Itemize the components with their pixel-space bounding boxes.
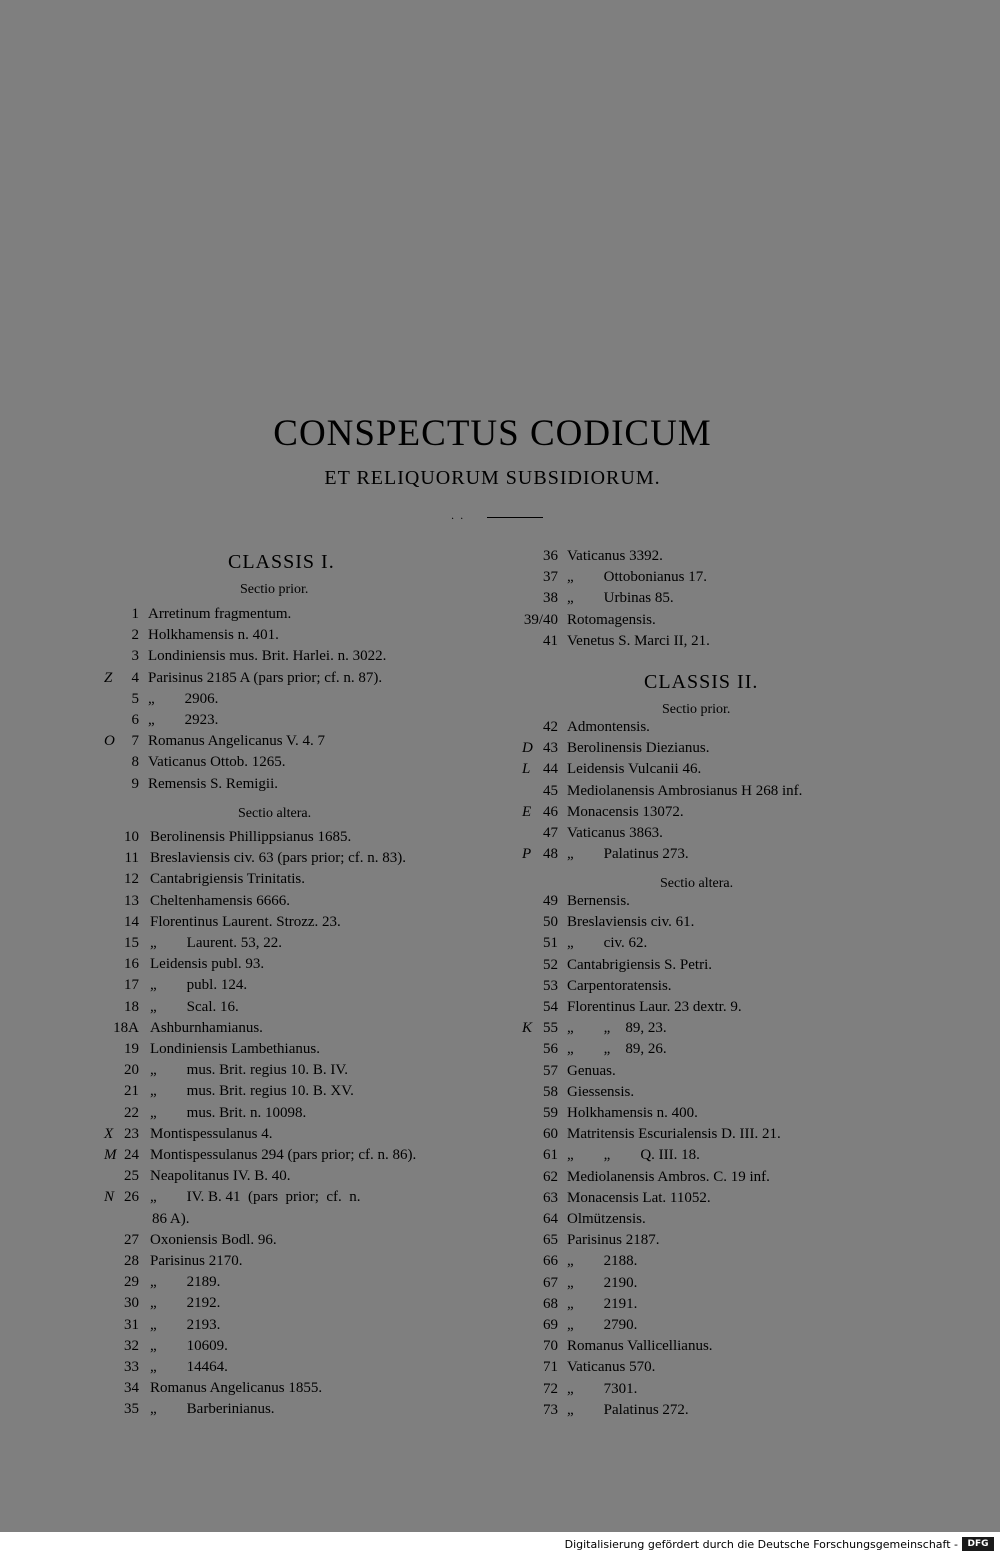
- codex-entry: [500, 1315, 990, 1336]
- entry-number: 60: [543, 1126, 558, 1143]
- entry-text: Monacensis Lat. 11052.: [567, 1189, 711, 1206]
- codex-entry: [0, 1230, 490, 1251]
- entry-text: Breslaviensis civ. 63 (pars prior; cf. n. 83).: [150, 850, 407, 867]
- codex-entry: [500, 1400, 990, 1421]
- codex-entry: [0, 869, 490, 890]
- codex-entry: [500, 1103, 990, 1124]
- codex-entry: [500, 1251, 990, 1272]
- codex-entry: [500, 738, 990, 759]
- title-rule: [487, 517, 543, 518]
- entry-text: „ 2192.: [150, 1295, 221, 1312]
- codex-entry: [0, 1060, 490, 1081]
- entry-number: 27: [124, 1231, 139, 1248]
- classis-2-sectio-altera: Sectio altera.: [660, 876, 734, 891]
- entry-number: 53: [543, 977, 558, 994]
- classis-1-sectio-altera: Sectio altera.: [238, 806, 312, 821]
- entry-number: 46: [543, 803, 558, 820]
- entry-number: 29: [124, 1274, 139, 1291]
- entry-number: 68: [543, 1295, 558, 1312]
- entry-number: 25: [124, 1168, 139, 1185]
- codex-entry: [500, 588, 990, 609]
- codex-entry: [500, 802, 990, 823]
- codex-entry: [500, 933, 990, 954]
- page-title: CONSPECTUS CODICUM: [273, 413, 712, 454]
- codex-entry: [0, 774, 490, 795]
- entry-number: 50: [543, 914, 558, 931]
- codex-entry: [500, 1336, 990, 1357]
- entry-number: 49: [543, 893, 558, 909]
- entry-number: 32: [124, 1337, 139, 1354]
- codex-entry: [500, 1379, 990, 1400]
- entry-number: 9: [131, 775, 139, 792]
- codex-entry: [500, 823, 990, 844]
- entry-text: „ 2188.: [567, 1253, 638, 1270]
- entry-text: „ 2191.: [567, 1295, 638, 1312]
- entry-number: 8: [131, 754, 139, 771]
- entry-number: 56: [543, 1041, 558, 1058]
- entry-text: Parisinus 2187.: [567, 1232, 660, 1249]
- codex-entry: [0, 933, 490, 954]
- entry-siglum: P: [522, 846, 532, 863]
- entry-text: Carpentoratensis.: [567, 977, 672, 994]
- codex-entry: [0, 1293, 490, 1314]
- entry-number: 23: [124, 1125, 139, 1142]
- codex-entry: [0, 625, 490, 646]
- codex-entry: [0, 752, 490, 773]
- entry-number: 64: [543, 1211, 558, 1227]
- entry-number: 71: [543, 1359, 558, 1376]
- codex-entry: [0, 1103, 490, 1124]
- entry-text: Londiniensis Lambethianus.: [150, 1041, 320, 1057]
- codex-entry: [0, 827, 490, 848]
- entry-number: 24: [124, 1147, 139, 1163]
- entry-text: Holkhamensis n. 401.: [148, 627, 279, 644]
- entry-number: 20: [124, 1062, 139, 1079]
- entry-text: Vaticanus 570.: [567, 1359, 656, 1376]
- entry-text: „ „ Q. III. 18.: [567, 1147, 700, 1164]
- dfg-logo-icon: DFG: [962, 1537, 994, 1551]
- entry-number: 43: [543, 740, 558, 757]
- entry-siglum: O: [104, 733, 115, 750]
- codex-entry: [500, 1039, 990, 1060]
- codex-entry: [0, 1081, 490, 1102]
- entry-text: Monacensis 13072.: [567, 803, 684, 820]
- entry-number: 36: [543, 548, 558, 564]
- entry-number: 12: [124, 871, 139, 888]
- codex-entry: [0, 1187, 490, 1208]
- entry-text: Arretinum fragmentum.: [148, 606, 292, 622]
- entry-text: Oxoniensis Bodl. 96.: [150, 1231, 277, 1248]
- classis-1-sectio-prior: Sectio prior.: [240, 582, 309, 597]
- codex-entry: [0, 1039, 490, 1060]
- entry-text: Giessensis.: [567, 1083, 635, 1100]
- codex-entry: [500, 610, 990, 631]
- entry-number: 57: [543, 1062, 558, 1079]
- entry-number: 66: [543, 1253, 558, 1270]
- classis-2-heading: CLASSIS II.: [644, 671, 759, 693]
- entry-text: Florentinus Laurent. Strozz. 23.: [150, 913, 341, 930]
- entry-number: 58: [543, 1083, 558, 1100]
- entry-text: „ publ. 124.: [150, 977, 248, 994]
- codex-entry: [0, 1378, 490, 1399]
- codex-entry: [0, 1251, 490, 1272]
- codex-entry: [500, 1167, 990, 1188]
- entry-number: 17: [124, 977, 139, 994]
- codex-entry: [500, 1188, 990, 1209]
- entry-number: 18A: [113, 1019, 139, 1036]
- entry-text: Montispessulanus 4.: [150, 1125, 273, 1142]
- entry-text: Romanus Vallicellianus.: [567, 1338, 713, 1355]
- codex-entry: [0, 1145, 490, 1166]
- codex-entry: [0, 646, 490, 667]
- entry-siglum: E: [522, 803, 532, 820]
- codex-entry: [500, 546, 990, 567]
- entry-number: 15: [124, 935, 139, 951]
- entry-text: „ 7301.: [567, 1380, 638, 1397]
- entry-text: Parisinus 2170.: [150, 1253, 243, 1269]
- entry-text: 86 A).: [152, 1210, 190, 1227]
- codex-entry: [500, 1357, 990, 1378]
- entry-number: 72: [543, 1380, 558, 1397]
- entry-text: „ Palatinus 273.: [567, 846, 689, 863]
- codex-entry: [0, 1124, 490, 1145]
- entry-number: 19: [124, 1041, 139, 1057]
- entry-number: 69: [543, 1317, 558, 1333]
- codex-entry: [0, 912, 490, 933]
- entry-number: 73: [543, 1401, 558, 1418]
- entry-text: „ 2189.: [150, 1274, 221, 1291]
- entry-text: Parisinus 2185 A (pars prior; cf. n. 87).: [148, 669, 383, 686]
- entry-text: Cheltenhamensis 6666.: [150, 892, 290, 909]
- codex-entry: [0, 1209, 490, 1230]
- entry-number: 35: [124, 1401, 139, 1418]
- entry-number: 45: [543, 782, 558, 799]
- entry-text: Berolinensis Phillippsianus 1685.: [150, 829, 352, 845]
- entry-siglum: D: [522, 740, 533, 757]
- entry-text: Genuas.: [567, 1062, 616, 1079]
- codex-entry: [0, 997, 490, 1018]
- entry-text: „ Barberinianus.: [150, 1401, 275, 1418]
- codex-entry: [500, 955, 990, 976]
- entry-text: „ mus. Brit. n. 10098.: [150, 1104, 307, 1121]
- entry-text: Holkhamensis n. 400.: [567, 1105, 698, 1121]
- entry-number: 67: [543, 1274, 558, 1291]
- entry-text: „ „ 89, 23.: [567, 1020, 667, 1037]
- codex-entry: [500, 891, 990, 912]
- entry-text: „ Laurent. 53, 22.: [150, 935, 283, 951]
- entry-number: 18: [124, 998, 139, 1015]
- entry-number: 39/40: [523, 611, 558, 628]
- entry-number: 52: [543, 956, 558, 973]
- classis-2-sectio-prior: Sectio prior.: [662, 702, 731, 717]
- entry-text: Cantabrigiensis Trinitatis.: [150, 871, 306, 888]
- entry-siglum: M: [104, 1147, 117, 1163]
- codex-entry: [0, 689, 490, 710]
- codex-entry: [500, 1124, 990, 1145]
- entry-number: 70: [543, 1338, 558, 1355]
- entry-text: „ Scal. 16.: [150, 998, 239, 1015]
- entry-text: Breslaviensis civ. 61.: [567, 914, 695, 931]
- codex-entry: [0, 1272, 490, 1293]
- codex-entry: [0, 954, 490, 975]
- entry-number: 61: [543, 1147, 558, 1164]
- entry-number: 14: [124, 913, 139, 930]
- entry-number: 51: [543, 935, 558, 952]
- codex-entry: [500, 781, 990, 802]
- entry-text: Londiniensis mus. Brit. Harlei. n. 3022.: [148, 648, 387, 665]
- entry-text: „ 2193.: [150, 1316, 221, 1333]
- codex-entry: [0, 891, 490, 912]
- entry-number: 11: [124, 850, 139, 867]
- entry-number: 1: [131, 606, 139, 622]
- codex-entry: [500, 997, 990, 1018]
- page-subtitle: ET RELIQUORUM SUBSIDIORUM.: [324, 467, 661, 489]
- codex-entry: [500, 759, 990, 780]
- codex-entry: [500, 1061, 990, 1082]
- entry-number: 38: [543, 590, 558, 607]
- entry-siglum: K: [522, 1020, 533, 1037]
- entry-number: 42: [543, 719, 558, 735]
- classis-1-heading: CLASSIS I.: [228, 551, 335, 573]
- entry-text: Florentinus Laur. 23 dextr. 9.: [567, 999, 742, 1015]
- entry-siglum: L: [522, 761, 531, 778]
- entry-number: 54: [543, 999, 558, 1015]
- entry-text: Remensis S. Remigii.: [148, 775, 279, 792]
- codex-entry: [0, 668, 490, 689]
- entry-siglum: N: [104, 1189, 115, 1206]
- entry-number: 7: [131, 733, 139, 750]
- entry-number: 10: [124, 829, 139, 845]
- entry-text: „ 2923.: [148, 712, 219, 728]
- entry-text: „ „ 89, 26.: [567, 1041, 667, 1058]
- entry-number: 59: [543, 1105, 558, 1121]
- entry-text: Matritensis Escurialensis D. III. 21.: [567, 1126, 781, 1143]
- entry-text: „ Palatinus 272.: [567, 1401, 689, 1418]
- entry-text: „ civ. 62.: [567, 935, 648, 952]
- entry-text: Vaticanus 3392.: [567, 548, 663, 564]
- entry-number: 34: [124, 1380, 139, 1397]
- entry-text: Vaticanus 3863.: [567, 825, 663, 841]
- entry-text: Montispessulanus 294 (pars prior; cf. n. 86).: [150, 1147, 417, 1163]
- entry-siglum: Z: [104, 669, 113, 686]
- entry-siglum: X: [104, 1125, 114, 1142]
- codex-entry: [0, 1018, 490, 1039]
- entry-text: „ mus. Brit. regius 10. B. IV.: [150, 1062, 349, 1079]
- entry-number: 4: [131, 669, 139, 686]
- entry-text: Ashburnhamianus.: [150, 1019, 263, 1036]
- entry-number: 44: [543, 761, 558, 778]
- entry-text: „ 2906.: [148, 690, 219, 707]
- entry-number: 28: [124, 1253, 139, 1269]
- codex-entry: [0, 710, 490, 731]
- entry-number: 6: [131, 712, 139, 728]
- entry-text: Admontensis.: [567, 719, 650, 735]
- codex-entry: [500, 1273, 990, 1294]
- entry-number: 48: [543, 846, 558, 863]
- entry-text: Mediolanensis Ambrosianus H 268 inf.: [567, 782, 803, 799]
- entry-text: „ 2190.: [567, 1274, 638, 1291]
- entry-number: 37: [543, 569, 558, 586]
- codex-entry: [500, 1209, 990, 1230]
- entry-text: „ 2790.: [567, 1317, 638, 1333]
- entry-text: „ 10609.: [150, 1337, 228, 1354]
- entry-text: Rotomagensis.: [567, 611, 656, 628]
- entry-text: Vaticanus Ottob. 1265.: [148, 754, 286, 771]
- entry-number: 63: [543, 1189, 558, 1206]
- codex-entry: [500, 1230, 990, 1251]
- entry-text: Romanus Angelicanus V. 4. 7: [148, 733, 325, 750]
- entry-number: 2: [131, 627, 139, 644]
- codex-entry: [0, 1166, 490, 1187]
- codex-entry: [0, 975, 490, 996]
- entry-number: 22: [124, 1104, 139, 1121]
- codex-entry: [500, 844, 990, 865]
- entry-number: 21: [124, 1083, 139, 1100]
- entry-text: Neapolitanus IV. B. 40.: [150, 1168, 291, 1185]
- codex-entry: [500, 1018, 990, 1039]
- footer-bar: [0, 1532, 1000, 1556]
- entry-text: Leidensis publ. 93.: [150, 956, 265, 973]
- footer-credit: Digitalisierung gefördert durch die Deutsche Forschungsgemeinschaft -: [564, 1538, 958, 1551]
- codex-entry: [0, 1399, 490, 1420]
- entry-number: 30: [124, 1295, 139, 1312]
- codex-entry: [500, 1082, 990, 1103]
- entry-text: „ 14464.: [150, 1359, 228, 1375]
- entry-text: Bernensis.: [567, 893, 630, 909]
- entry-text: Berolinensis Diezianus.: [567, 740, 710, 757]
- entry-text: „ Ottobonianus 17.: [567, 569, 707, 586]
- codex-entry: [500, 717, 990, 738]
- entry-number: 62: [543, 1168, 558, 1185]
- codex-entry: [0, 1357, 490, 1378]
- entry-number: 55: [543, 1020, 558, 1037]
- entry-number: 26: [124, 1189, 139, 1206]
- rule-dots: ..: [451, 511, 470, 522]
- entry-text: „ IV. B. 41 (pars prior; cf. n.: [150, 1189, 361, 1206]
- entry-number: 16: [124, 956, 139, 973]
- entry-number: 47: [543, 825, 558, 841]
- codex-entry: [0, 1336, 490, 1357]
- entry-text: Olmützensis.: [567, 1211, 646, 1227]
- entry-text: Leidensis Vulcanii 46.: [567, 761, 702, 778]
- codex-entry: [500, 1145, 990, 1166]
- entry-text: Mediolanensis Ambros. C. 19 inf.: [567, 1168, 770, 1185]
- entry-text: Cantabrigiensis S. Petri.: [567, 956, 712, 973]
- entry-text: Venetus S. Marci II, 21.: [567, 632, 710, 649]
- entry-number: 41: [543, 632, 558, 649]
- codex-entry: [0, 731, 490, 752]
- codex-entry: [0, 1315, 490, 1336]
- codex-entry: [500, 912, 990, 933]
- codex-entry: [500, 1294, 990, 1315]
- entry-number: 31: [124, 1316, 139, 1333]
- codex-entry: [500, 631, 990, 652]
- entry-number: 65: [543, 1232, 558, 1249]
- codex-entry: [500, 976, 990, 997]
- entry-number: 13: [124, 892, 139, 909]
- codex-entry: [0, 848, 490, 869]
- entry-text: „ mus. Brit. regius 10. B. XV.: [150, 1083, 354, 1100]
- entry-text: „ Urbinas 85.: [567, 590, 674, 607]
- entry-number: 5: [131, 690, 139, 707]
- codex-entry: [500, 567, 990, 588]
- entry-number: 33: [124, 1359, 139, 1375]
- entry-number: 3: [131, 648, 139, 665]
- entry-text: Romanus Angelicanus 1855.: [150, 1380, 323, 1397]
- codex-entry: [0, 604, 490, 625]
